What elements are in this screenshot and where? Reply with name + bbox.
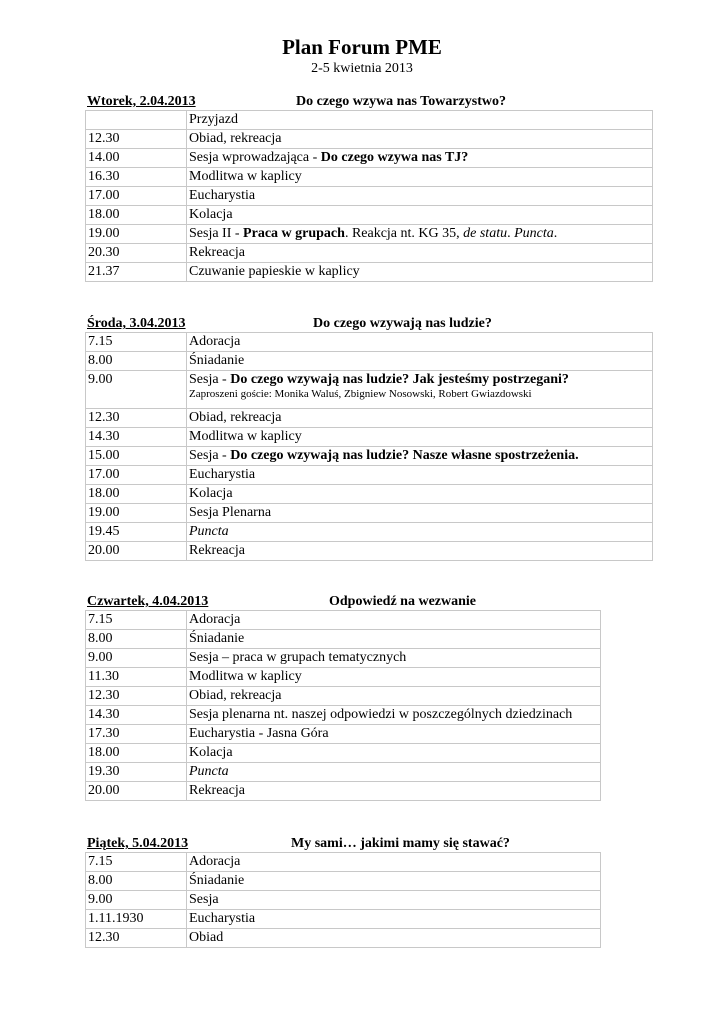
event-cell: Przyjazd [187,111,653,130]
table-row [86,630,601,649]
table-row [86,891,601,910]
table-row [86,371,653,409]
guests-note: Zaproszeni goście: Monika Waluś, Zbigniew Nosowski, Robert Gwiazdowski [189,388,532,400]
time-cell: 20.30 [86,244,187,263]
time-cell: 7.15 [86,853,187,872]
event-cell: Śniadanie [187,352,653,371]
event-cell: Eucharystia [187,466,653,485]
table-row [86,763,601,782]
table-row [86,447,653,466]
time-cell: 17.00 [86,466,187,485]
table-row [86,542,653,561]
event-cell: Rekreacja [187,782,601,801]
event-cell: Modlitwa w kaplicy [187,168,653,187]
time-cell: 7.15 [86,611,187,630]
table-row [86,725,601,744]
time-cell: 1.11.1930 [86,910,187,929]
table-row [86,352,653,371]
document-title: Plan Forum PME [282,35,442,59]
event-topic: Do czego wzywa nas TJ? [320,150,469,165]
table-row [86,111,653,130]
event-cell: Kolacja [187,485,653,504]
table-row [86,782,601,801]
table-row [86,244,653,263]
day-name: Wtorek, 2.04.2013 [87,94,196,109]
table-row [86,910,601,929]
time-cell: 20.00 [86,542,187,561]
table-row [86,744,601,763]
event-cell: Adoracja [187,611,601,630]
table-row [86,428,653,447]
table-row [86,929,601,948]
time-cell: 18.00 [86,485,187,504]
time-cell: 12.30 [86,687,187,706]
table-row [86,853,601,872]
table-row [86,130,653,149]
table-row [86,149,653,168]
day-theme: Odpowiedź na wezwanie [329,594,476,609]
table-row [86,523,653,542]
event-text: . Reakcja nt. KG 35, [344,226,464,241]
table-row [86,409,653,428]
event-cell [187,371,653,409]
table-row [86,187,653,206]
event-cell: Puncta [187,763,601,782]
table-row [86,611,601,630]
time-cell: 15.00 [86,447,187,466]
time-cell: 14.30 [86,428,187,447]
time-cell: 9.00 [86,649,187,668]
event-cell [187,225,653,244]
table-row [86,872,601,891]
event-topic: Do czego wzywają nas ludzie? Jak jesteśmy postrzegani? [230,372,569,387]
table-row [86,466,653,485]
event-text: . [507,226,515,241]
time-cell: 16.30 [86,168,187,187]
event-cell: Śniadanie [187,872,601,891]
time-cell: 19.00 [86,504,187,523]
time-cell: 14.30 [86,706,187,725]
event-text: Sesja - [189,448,231,463]
time-cell: 12.30 [86,409,187,428]
day-name: Czwartek, 4.04.2013 [87,594,209,609]
table-row [86,504,653,523]
event-cell: Adoracja [187,333,653,352]
table-row [86,333,653,352]
table-row [86,168,653,187]
event-cell: Śniadanie [187,630,601,649]
event-cell: Kolacja [187,744,601,763]
table-row [86,649,601,668]
event-topic: Do czego wzywają nas ludzie? Nasze własne spostrzeżenia. [230,448,579,463]
table-row [86,225,653,244]
event-text: . [553,226,558,241]
event-text: Sesja wprowadzająca - [189,150,321,165]
day-header [85,836,601,852]
time-cell: 9.00 [86,371,187,409]
time-cell: 8.00 [86,352,187,371]
day-theme: Do czego wzywają nas ludzie? [313,316,492,331]
event-italic: de statu [463,226,508,241]
table-row [86,263,653,282]
day-section-thursday [85,594,601,801]
time-cell: 14.00 [86,149,187,168]
time-cell: 11.30 [86,668,187,687]
day-header [85,316,653,332]
event-cell: Obiad [187,929,601,948]
day-name: Środa, 3.04.2013 [87,316,186,331]
time-cell: 21.37 [86,263,187,282]
time-cell: 19.30 [86,763,187,782]
time-cell: 19.45 [86,523,187,542]
time-cell: 12.30 [86,929,187,948]
time-cell: 20.00 [86,782,187,801]
event-cell: Adoracja [187,853,601,872]
event-cell: Eucharystia [187,187,653,206]
schedule-table [85,110,653,282]
time-cell: 17.00 [86,187,187,206]
schedule-table [85,610,601,801]
event-cell: Puncta [187,523,653,542]
table-row [86,485,653,504]
event-cell: Eucharystia [187,910,601,929]
time-cell: 12.30 [86,130,187,149]
day-theme: My sami… jakimi mamy się stawać? [291,836,510,851]
document-subtitle: 2-5 kwietnia 2013 [311,61,413,76]
event-cell [187,149,653,168]
table-row [86,668,601,687]
event-cell: Obiad, rekreacja [187,130,653,149]
time-cell: 9.00 [86,891,187,910]
time-cell: 8.00 [86,630,187,649]
table-row [86,206,653,225]
day-header [85,94,653,110]
time-cell: 17.30 [86,725,187,744]
schedule-table [85,852,601,948]
event-topic: Praca w grupach [243,226,345,241]
event-cell: Obiad, rekreacja [187,409,653,428]
event-cell: Modlitwa w kaplicy [187,668,601,687]
time-cell [86,111,187,130]
day-theme: Do czego wzywa nas Towarzystwo? [296,94,506,109]
event-cell: Czuwanie papieskie w kaplicy [187,263,653,282]
time-cell: 8.00 [86,872,187,891]
time-cell: 18.00 [86,206,187,225]
time-cell: 7.15 [86,333,187,352]
event-cell: Kolacja [187,206,653,225]
event-cell: Rekreacja [187,244,653,263]
table-row [86,687,601,706]
event-cell: Modlitwa w kaplicy [187,428,653,447]
event-cell: Sesja Plenarna [187,504,653,523]
day-section-wednesday [85,316,653,561]
table-row [86,706,601,725]
event-cell: Sesja [187,891,601,910]
time-cell: 18.00 [86,744,187,763]
event-cell: Eucharystia - Jasna Góra [187,725,601,744]
event-cell: Sesja plenarna nt. naszej odpowiedzi w poszczególnych dziedzinach [187,706,601,725]
day-section-tuesday [85,94,653,282]
time-cell: 19.00 [86,225,187,244]
event-italic: Puncta [514,226,554,241]
event-text: Sesja - [189,372,231,387]
day-header [85,594,601,610]
event-cell [187,447,653,466]
event-cell: Rekreacja [187,542,653,561]
day-name: Piątek, 5.04.2013 [87,836,189,851]
event-text: Sesja II - [189,226,244,241]
day-section-friday [85,836,601,948]
event-cell: Obiad, rekreacja [187,687,601,706]
schedule-table [85,332,653,561]
event-cell: Sesja – praca w grupach tematycznych [187,649,601,668]
